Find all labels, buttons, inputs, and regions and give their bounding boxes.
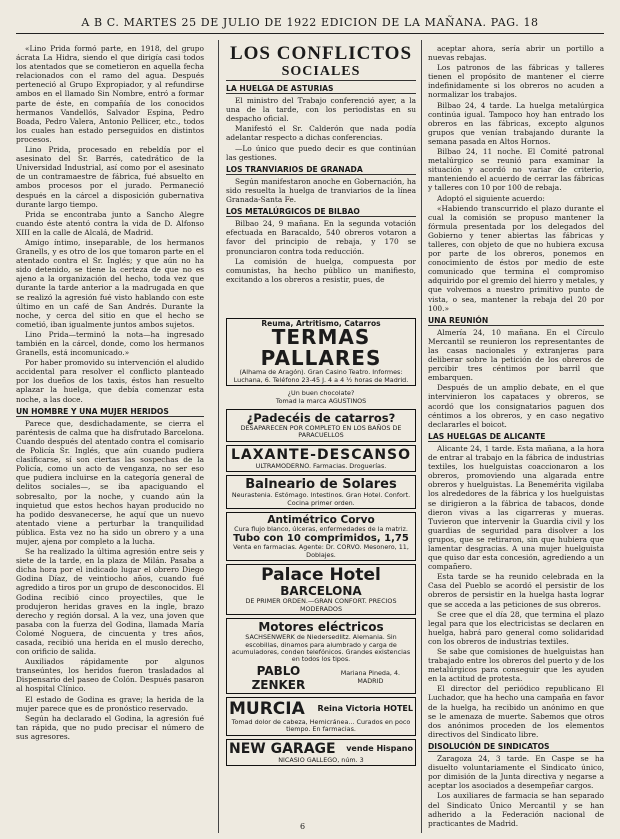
section-title: LOS CONFLICTOS xyxy=(229,44,413,64)
section-subtitle: SOCIALES xyxy=(226,64,416,81)
paragraph: Prida se encontraba junto a Sancho Alegre cuando éste atentó contra la vida de D. Alfonso XIII en la calle de Alcalá, de Madrid. xyxy=(16,209,204,237)
column-left xyxy=(16,44,204,834)
paragraph: Bilbao 24, 4 tarde. La huelga metalúrgica continúa igual. Tampoco hoy han entrado los obreros en las fábricas, excepto algunos grupos que venían trabajando durante la semana pasada en Altos Hornos. xyxy=(428,100,604,146)
ad-subtitle: BARCELONA xyxy=(280,584,362,599)
paragraph: El director del periódico republicano El Luchador, que ha hecho una campaña en favor de la huelga, ha recibido un anónimo en que se le amenaza de muerte. Sabemos que otros dos anónimos proceden de los elementos directivos del Sindicato libre. xyxy=(428,684,604,739)
ad-motores xyxy=(226,618,416,694)
paragraph: Se cree que el día 28, que termina el plazo legal para que los electricistas se declaren en huelga, habrá paro general como solidaridad con los obreros de industrias textiles. xyxy=(428,609,604,646)
ad-solares xyxy=(226,475,416,509)
ad-text: Tomad la marca AGUSTINOS xyxy=(275,396,367,405)
section-heading: DISOLUCIÓN DE SINDICATOS xyxy=(428,742,604,752)
ad-text: DE PRIMER ORDEN.—GRAN CONFORT. PRECIOS MODERADOS xyxy=(245,597,397,613)
paragraph: Se sabe que comisiones de huelguistas han trabajado entre los obreros del puerto y de los metalúrgicos para conseguir que les ayuden en la actitud de protesta. xyxy=(428,647,604,684)
ad-right: Reina Victoria HOTEL xyxy=(317,704,413,714)
section-heading: LAS HUELGAS DE ALICANTE xyxy=(428,432,604,442)
section-heading: LOS METALÚRGICOS DE BILBAO xyxy=(226,207,416,217)
ad-title: Balneario de Solares xyxy=(245,477,397,493)
section-heading: UNA REUNIÓN xyxy=(428,316,604,326)
advertisements xyxy=(226,318,416,769)
ad-palace-hotel xyxy=(226,564,416,615)
ad-title: TERMAS PALLARES xyxy=(260,325,382,371)
column-right xyxy=(428,44,604,834)
paragraph: Lino Prida—terminó la nota—ha ingresado también en la cárcel, donde, como los hermanos Granells, está incomunicado.» xyxy=(16,329,204,358)
paragraph: Manifestó el Sr. Calderón que nada podía adelantar respecto a dichas conferencias. xyxy=(226,124,416,143)
ad-right: vende Hispano xyxy=(346,744,413,754)
paragraph: «Habiendo transcurrido el plazo durante el cual la comisión se propuso mantener la fórmula presentada por los delegados del Gobierno y tener abiertas las fábricas y talleres, con objeto de que no hubiera excusa por parte de los obreros, ponemos en conocimiento de éstos por medio de este comunicado que termina el compromiso adquirido por el gremio del hierro y metales, y que volvemos a nuestro primitivo punto de vista, o sea, mantener la rebaja del 20 por 100.» xyxy=(428,203,604,313)
ad-title: NEW GARAGE xyxy=(229,740,336,757)
paragraph: —Lo único que puedo decir es que continúan las gestiones. xyxy=(226,143,416,162)
ad-title: Motores eléctricos xyxy=(258,620,384,635)
ad-title: Antimétrico Corvo xyxy=(267,514,375,527)
ad-chocolate xyxy=(226,389,416,406)
paragraph: Lino Prida, procesado en rebeldía por el asesinato del Sr. Barrés, catedrático de la Universidad Industrial, así como por el asesinato de un contramaestre de fábrica, fué absuelto en ambos procesos por el jurado. Permaneció después en la cárcel a disposición gubernativa durante largo tiempo. xyxy=(16,145,204,209)
paragraph: Parece que, desdichadamente, se cierra el paréntesis de calma que ha disfrutado Barcelona. Cuando después del atentado contra el comisario de Policía Sr. Inglés, que aún cuando pudiera clasificarse, sí son ciertas las sospechas de la Policía, como un acto de venganza, no ser eso que pudiera incluirse en la categoría general de delitos sociales—, se iba apaciguando el sobresalto, por la noche, y cuando aún la inquietud que estos hechos hayan producido no ha podido desvanecerse, he aquí que un nuevo atentado viene a perturbar la tranquilidad pública. Esta vez no ha sido un obrero y a una mujer, ajena por completo a la lucha. xyxy=(16,418,204,546)
ad-text: NICASIO GALLEGO, núm. 3 xyxy=(278,755,364,764)
paragraph: Zaragoza 24, 3 tarde. En Caspe se ha disuelto voluntariamente el Sindicato único, por dimisión de la Junta directiva y negarse a aceptar los asociados a desempeñar cargos. xyxy=(428,754,604,791)
ad-text: DESAPARECEN POR COMPLETO EN LOS BAÑOS DE PARACUELLOS xyxy=(240,424,402,440)
paragraph: Se ha realizado la última agresión entre seis y siete de la tarde, en la plaza de Milán. Pasaba a dicha hora por el indicado lugar el obrero Diego Godina Díaz, de veintiocho años, cuando fué agredido a tiros por un grupo de desconocidos. El Godina recibió cinco proyectiles, que le produjeron heridas graves en la ingle, brazo derecho y región dorsal. A la vez, una joven que pasaba con la fuerza del Godina, llamada María Colomé Noguera, de cincuenta y tres años, casada, recibió una herida en el muslo derecho, con orificio de salida. xyxy=(16,547,204,657)
ad-row xyxy=(229,699,413,719)
ad-text: Neurastenia. Estómago. Intestinos. Gran Hotel. Confort. Cocina primer orden. xyxy=(231,491,411,507)
paragraph: Los auxiliares de farmacia se han separado del Sindicato Único Mercantil y se han adherido a la Federación nacional de practicantes de Madrid. xyxy=(428,791,604,828)
ad-name: PABLO ZENKER xyxy=(251,663,306,692)
paragraph: Amigo íntimo, inseparable, de los hermanos Granells, y es otro de los que tomaron parte en el atentado contra el Sr. Inglés; y que aún no ha sido detenido, se tiene la certeza de que no es ajeno a la organización del hecho, toda vez que durante la tarde anterior a la madrugada en que se realizó la agresión fué visto hablando con este último en un café de San Andrés. Durante la noche, y cerca del sitio en que el hecho se cometió, iban igualmente juntos ambos sujetos. xyxy=(16,237,204,329)
ad-row xyxy=(229,741,413,757)
ad-new-garage xyxy=(226,739,416,766)
ad-text: SACHSENWERK de Niedersedlitz. Alemania. Sin escobillas, dinamos para alumbrado y carga de acumuladores, conden telefónicos. Grandes existencias en todos los tipos. xyxy=(231,633,411,664)
ad-termas-pallares xyxy=(226,318,416,386)
ad-title: ¿Padecéis de catarros? xyxy=(246,411,396,426)
ad-text: Venta en farmacias. Agente: Dr. CORVO. Mesonero, 11, Doblajes. xyxy=(233,543,409,559)
ad-title: MURCIA xyxy=(229,698,305,719)
section-heading: UN HOMBRE Y UNA MUJER HERIDOS xyxy=(16,407,204,417)
ad-text: Cura flujo blanco, úlceras, enfermedades de la matriz. xyxy=(234,525,408,534)
ad-murcia xyxy=(226,697,416,736)
paragraph: Los patronos de las fábricas y talleres tienen el propósito de mantener el cierre indefinidamente si los obreros no acuden a normalizar los trabajos. xyxy=(428,63,604,100)
paragraph: aceptar ahora, sería abrir un portillo a nuevas rebajas. xyxy=(428,44,604,63)
ad-corvo xyxy=(226,512,416,561)
page-header: A B C. MARTES 25 DE JULIO DE 1922 EDICION DE LA MAÑANA. PAG. 18 xyxy=(81,16,539,29)
paragraph: Según ha declarado el Godina, la agresión fué tan rápida, que no pudo precisar el número de sus agresores. xyxy=(16,713,204,741)
paragraph: «Lino Prida formó parte, en 1918, del grupo ácrata La Hidra, siendo el que dirigía casi todos los atentados que se cometieron en aquella fecha relacionados con el ramo del agua. Después perteneció al Grupo Expropiador, y al refundirse ambos en el llamado Sin Nombre, entró a formar parte de éste, en compañía de los conocidos hermanos Vandellós, Salvador Espina, Pedro Boada, Pedro Valera, Antonio Pellicer, etc., todos los cuales han estado perseguidos en distintos procesos. xyxy=(16,44,204,144)
ad-text: ULTRAMODERNO. Farmacias. Droguerías. xyxy=(255,461,387,470)
section-heading: LA HUELGA DE ASTURIAS xyxy=(226,84,416,94)
paragraph: Después de un amplio debate, en el que intervinieron los capataces y obreros, se acordó que los consignatarios paguen dos céntimos a los obreros, y en caso negativo declararles el boicot. xyxy=(428,383,604,429)
ad-address: Mariana Pineda, 4. MADRID xyxy=(340,669,401,685)
ad-row xyxy=(229,664,413,692)
paragraph: Esta tarde se ha reunido celebrada en la Casa del Pueblo se acordó el persistir de los obreros de persistir en la huelga hasta lograr que se acceda a las peticiones de sus obreros. xyxy=(428,572,604,609)
page-number: 6 xyxy=(300,822,306,831)
paragraph: Bilbao 24, 9 mañana. En la segunda votación efectuada en Baracaldo, 540 obreros votaron a favor del principio de rebaja, y 170 se pronunciaron contra toda reducción. xyxy=(226,219,416,256)
ad-tagline: Reuma, Artritismo, Catarros xyxy=(261,319,381,328)
paragraph: Almería 24, 10 mañana. En el Círculo Mercantil se reunieron los representantes de las casas nacionales y extranjeras para deliberar sobre la petición de los obreros de percibir tres céntimos por barril que embarquen. xyxy=(428,327,604,383)
paragraph: La comisión de huelga, compuesta por comunistas, ha hecho público un manifiesto, excitando a los obreros a resistir, pues, de xyxy=(226,256,416,284)
paragraph: Según manifestaron anoche en Gobernación, ha sido resuelta la huelga de tranviarios de la línea Granada-Santa Fe. xyxy=(226,176,416,205)
paragraph: El estado de Godina es grave; la herida de la mujer parece que es de pronóstico reservado. xyxy=(16,694,204,713)
ad-title: Palace Hotel xyxy=(261,565,381,586)
ad-text: ¿Un buen chocolate? xyxy=(287,389,355,398)
column-divider xyxy=(218,40,219,833)
section-heading: LOS TRANVIARIOS DE GRANADA xyxy=(226,165,416,175)
ad-paracuellos xyxy=(226,409,416,442)
paragraph: Por haber promovido su intervención el aludido accidental para resolver el conflicto planteado por los dueños de los taxis, éstos han resuelto aplazar la huelga, que debía comenzar esta noche, a las doce. xyxy=(16,358,204,404)
paragraph: Auxiliados rápidamente por algunos transeúntes, los heridos fueron trasladados al Dispensario del paseo de Colón. Después pasaron al hospital Clínico. xyxy=(16,657,204,694)
paragraph: Alicante 24, 1 tarde. Esta mañana, a la hora de entrar al trabajo en la fábrica de industrias textiles, los huelguistas coaccionaron a los obreros, promoviendo una algarada entre obreros y huelguistas. La Benemérita vigilaba los alrededores de la fábrica y los huelguistas se dirigieron a la fábrica de tabacos, donde dieron vivas a las cigarreras y mueras. Tuvieron que intervenir la Guardia civil y los guardias de seguridad para disolver a los grupos, que se retiraron, sin que hubiera que lamentar desgracias. A una mujer huelguista que quiso dar esta concesión, agrediendo a un compañero. xyxy=(428,443,604,572)
paragraph: Adoptó el siguiente acuerdo: xyxy=(437,193,545,203)
ad-text: Tomad dolor de cabeza, Hemicránea... Curados en poco tiempo. En farmacias. xyxy=(231,717,411,734)
header-rule xyxy=(16,33,604,34)
ad-text: (Alhama de Aragón). Gran Casino Teatro. Informes: Luchana, 6. Teléfono 23-45 J. 4 a 4 ½ horas de Madrid. xyxy=(233,368,409,384)
paragraph: Bilbao 24, 11 noche. El Comité patronal metalúrgico se reunió para examinar la situación y acordó no variar de criterio, manteniendo el acuerdo de cerrar las fábricas y talleres con 10 por 100 de rebaja. xyxy=(428,147,604,193)
column-divider xyxy=(421,40,422,833)
ad-laxante xyxy=(226,445,416,472)
ad-title: LAXANTE-DESCANSO xyxy=(230,446,412,463)
paragraph: El ministro del Trabajo conferenció ayer, a la una de la tarde, con los periodistas en su despacho oficial. xyxy=(226,96,416,124)
ad-title: Tubo con 10 comprimidos, 1,75 xyxy=(233,533,409,545)
